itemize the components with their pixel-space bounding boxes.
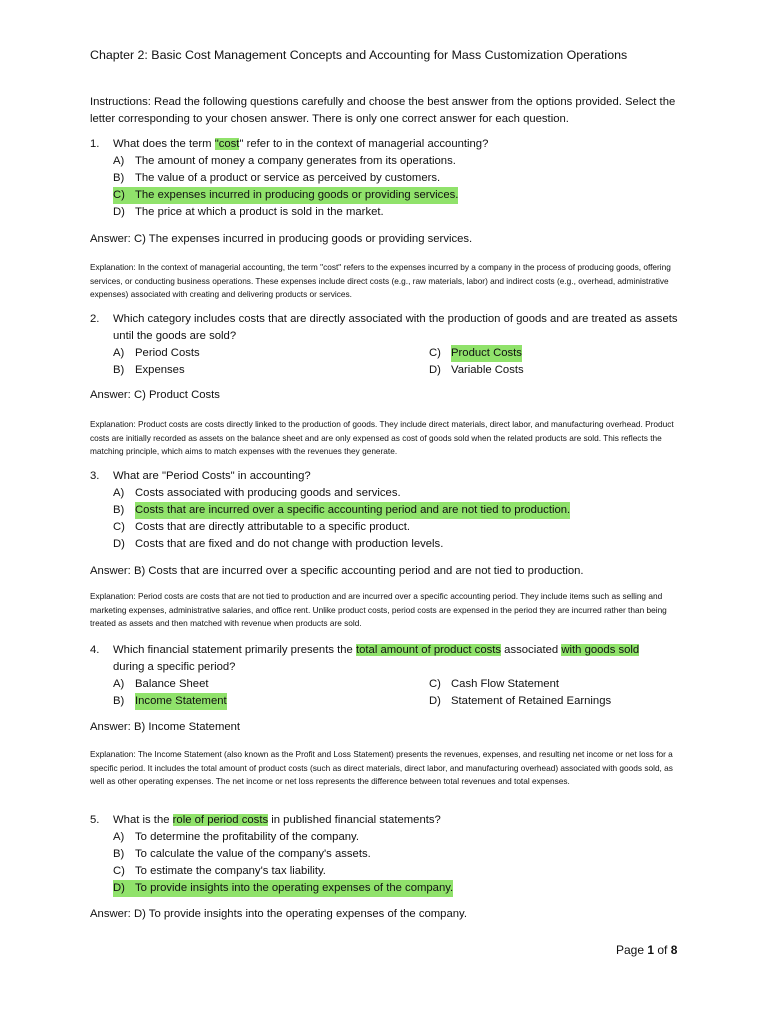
options-list bbox=[113, 153, 680, 221]
question-4 bbox=[90, 642, 680, 710]
page-current: 1 bbox=[647, 943, 655, 957]
option-c bbox=[113, 863, 680, 880]
page-number bbox=[616, 943, 677, 957]
option-letter: A) bbox=[113, 831, 125, 843]
option-text: Costs associated with producing goods and services. bbox=[135, 487, 401, 499]
option-letter: A) bbox=[113, 678, 125, 690]
option-letter: A) bbox=[113, 347, 125, 359]
option-d bbox=[429, 362, 689, 379]
question-number: 4. bbox=[90, 644, 100, 656]
option-letter: B) bbox=[113, 695, 125, 707]
answer-4: Answer: B) Income Statement bbox=[90, 721, 241, 733]
options-list bbox=[113, 485, 680, 553]
option-text: Income Statement bbox=[135, 693, 227, 710]
highlighted-text: total amount of product costs bbox=[355, 644, 502, 656]
option-a bbox=[113, 345, 429, 362]
option-text: Product Costs bbox=[451, 345, 522, 362]
option-letter: C) bbox=[113, 521, 125, 533]
option-letter: B) bbox=[113, 364, 125, 376]
option-d bbox=[429, 693, 689, 710]
question-text: What are "Period Costs" in accounting? bbox=[113, 470, 311, 482]
option-text: Costs that are directly attributable to a specific product. bbox=[135, 521, 411, 533]
question-text-part: " refer to in the context of managerial accounting? bbox=[239, 138, 489, 150]
option-text: To estimate the company's tax liability. bbox=[135, 865, 326, 877]
option-text: Variable Costs bbox=[451, 364, 524, 376]
question-1 bbox=[90, 136, 680, 221]
option-b bbox=[113, 846, 680, 863]
option-letter: A) bbox=[113, 155, 125, 167]
options-list bbox=[113, 345, 680, 379]
question-text bbox=[113, 136, 680, 153]
question-number: 5. bbox=[90, 814, 100, 826]
option-letter: C) bbox=[113, 187, 135, 204]
option-text: To calculate the value of the company's assets. bbox=[135, 848, 371, 860]
option-letter: B) bbox=[113, 172, 125, 184]
option-text: To determine the profitability of the company. bbox=[135, 831, 359, 843]
explanation-4: Explanation: The Income Statement (also known as the Profit and Loss Statement) presents the revenues, expenses, and resulting net income or net loss for a specific period. It includes the total amount of product costs (such as direct materials, direct labor, and manufacturing overhead) associated with goods sold, as well as other operating expenses. The net income or net loss represents the difference between total revenues and total expenses. bbox=[90, 749, 673, 786]
option-letter: D) bbox=[113, 880, 135, 897]
explanation-2: Explanation: Product costs are costs directly linked to the production of goods. They include direct materials, direct labor, and manufacturing overhead. Product costs are initially recorded as assets on the balance sheet and are only expensed as cost of goods sold when the related products are sold. This reflects the matching principle, which aims to match expenses with the revenues they generate. bbox=[90, 419, 674, 456]
option-text: The value of a product or service as perceived by customers. bbox=[135, 172, 441, 184]
option-d bbox=[113, 880, 680, 897]
option-text: Expenses bbox=[135, 364, 185, 376]
answer-2: Answer: C) Product Costs bbox=[90, 389, 220, 401]
answer-1: Answer: C) The expenses incurred in producing goods or providing services. bbox=[90, 233, 473, 245]
highlighted-text: "cost bbox=[214, 138, 240, 150]
question-text-part: in published financial statements? bbox=[268, 814, 441, 826]
question-number: 3. bbox=[90, 470, 100, 482]
question-3 bbox=[90, 468, 680, 553]
option-letter: A) bbox=[113, 487, 125, 499]
option-text: To provide insights into the operating expenses of the company. bbox=[135, 880, 453, 897]
question-text-part: Which financial statement primarily presents the bbox=[113, 644, 356, 656]
option-c bbox=[429, 345, 689, 362]
option-a bbox=[113, 676, 429, 693]
option-letter: B) bbox=[113, 504, 125, 516]
option-b bbox=[113, 170, 680, 187]
option-b bbox=[113, 362, 429, 379]
instructions-text: Instructions: Read the following questions carefully and choose the best answer from the options provided. Select the letter corresponding to your chosen answer. There is only one correct answer for each question. bbox=[90, 96, 676, 125]
options-list bbox=[113, 829, 680, 897]
option-c bbox=[113, 187, 680, 204]
question-number: 2. bbox=[90, 313, 100, 325]
option-a bbox=[113, 153, 680, 170]
page-title: Chapter 2: Basic Cost Management Concepts and Accounting for Mass Customization Operations bbox=[90, 48, 628, 62]
answer-5: Answer: D) To provide insights into the operating expenses of the company. bbox=[90, 908, 467, 920]
option-text: Period Costs bbox=[135, 347, 200, 359]
highlighted-text: role of period costs bbox=[172, 814, 269, 826]
option-d bbox=[113, 204, 680, 221]
options-list bbox=[113, 676, 680, 710]
answer-3: Answer: B) Costs that are incurred over a specific accounting period and are not tied to production. bbox=[90, 565, 584, 577]
option-letter: D) bbox=[113, 538, 125, 550]
option-text: Balance Sheet bbox=[135, 678, 209, 690]
option-letter: D) bbox=[113, 206, 125, 218]
option-text: Costs that are incurred over a specific accounting period and are not tied to production. bbox=[135, 502, 570, 519]
explanation-3: Explanation: Period costs are costs that are not tied to production and are incurred over a specific accounting period. They include items such as selling and marketing expenses, administrative salaries, and office rent. Unlike product costs, period costs are expensed in the period they are incurred rather than being treated as assets and then matched with revenue when products are sold. bbox=[90, 591, 667, 628]
question-5 bbox=[90, 812, 680, 897]
option-letter: C) bbox=[429, 347, 441, 359]
option-a bbox=[113, 829, 680, 846]
option-letter: D) bbox=[429, 695, 441, 707]
page-of: of bbox=[654, 943, 671, 957]
option-text: Costs that are fixed and do not change with production levels. bbox=[135, 538, 444, 550]
option-a bbox=[113, 485, 680, 502]
page-total: 8 bbox=[670, 943, 678, 957]
page-label: Page bbox=[616, 943, 648, 957]
option-c bbox=[113, 519, 680, 536]
option-text: Statement of Retained Earnings bbox=[451, 695, 612, 707]
option-letter: C) bbox=[113, 865, 125, 877]
highlighted-text: with goods sold bbox=[561, 644, 640, 656]
question-2 bbox=[90, 311, 680, 379]
question-text-part: during a specific period? bbox=[113, 661, 236, 673]
question-text-part: What does the term bbox=[113, 138, 215, 150]
option-b bbox=[113, 502, 680, 519]
option-text: Cash Flow Statement bbox=[451, 678, 559, 690]
option-d bbox=[113, 536, 680, 553]
option-text: The price at which a product is sold in the market. bbox=[135, 206, 384, 218]
option-c bbox=[429, 676, 689, 693]
option-letter: B) bbox=[113, 848, 125, 860]
question-text-part: What is the bbox=[113, 814, 173, 826]
option-b bbox=[113, 693, 429, 710]
question-text-part: associated bbox=[501, 644, 562, 656]
question-text: Which category includes costs that are directly associated with the production of goods and are treated as assets until the goods are sold? bbox=[113, 313, 678, 342]
question-text bbox=[113, 812, 680, 829]
question-text bbox=[113, 642, 680, 676]
option-letter: D) bbox=[429, 364, 441, 376]
question-number: 1. bbox=[90, 138, 100, 150]
option-text: The expenses incurred in producing goods or providing services. bbox=[135, 187, 458, 204]
explanation-1: Explanation: In the context of managerial accounting, the term "cost" refers to the expenses incurred by a company in the process of producing goods, offering services, or conducting business operations. These expenses include direct costs (e.g., raw materials, labor) and indirect costs (e.g., overhead, administrative expenses) associated with creating and delivering products or services. bbox=[90, 262, 671, 299]
option-letter: C) bbox=[429, 678, 441, 690]
option-text: The amount of money a company generates from its operations. bbox=[135, 155, 456, 167]
